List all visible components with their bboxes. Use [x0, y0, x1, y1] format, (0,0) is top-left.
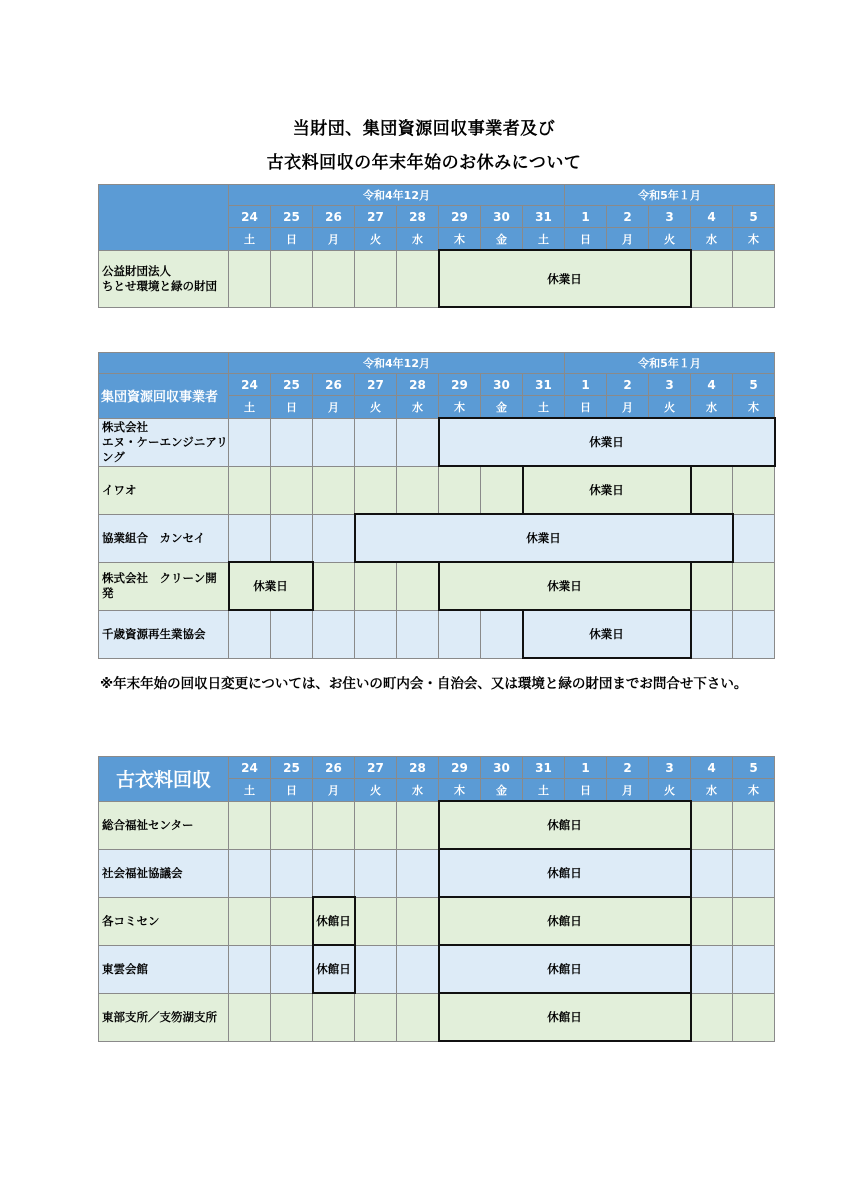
- schedule-row: [99, 250, 775, 307]
- day-cell: [733, 610, 775, 658]
- day-cell: [397, 897, 439, 945]
- day-number-row: [99, 374, 775, 396]
- day-number: 30: [481, 757, 523, 779]
- day-number-row: [99, 757, 775, 779]
- day-cell: [397, 993, 439, 1041]
- day-cell: [397, 418, 439, 466]
- weekday: 木: [733, 779, 775, 802]
- day-number: 4: [691, 757, 733, 779]
- day-number: 4: [691, 374, 733, 396]
- day-number: 3: [649, 374, 691, 396]
- day-cell: [271, 897, 313, 945]
- day-number: 2: [607, 206, 649, 228]
- weekday: 日: [271, 779, 313, 802]
- month-dec: 令和4年12月: [229, 353, 565, 374]
- day-cell: [733, 250, 775, 307]
- row-label: 千歳資源再生業協会: [99, 610, 229, 658]
- day-cell: [355, 801, 397, 849]
- row-label: 株式会社 クリーン開発: [99, 562, 229, 610]
- weekday: 土: [229, 396, 271, 419]
- day-cell: [691, 945, 733, 993]
- weekday: 水: [691, 228, 733, 251]
- day-number: 25: [271, 374, 313, 396]
- schedule-row: [99, 418, 775, 466]
- day-cell: [397, 250, 439, 307]
- day-number: 5: [733, 206, 775, 228]
- schedule-row: [99, 466, 775, 514]
- day-cell: [229, 418, 271, 466]
- day-number: 26: [313, 374, 355, 396]
- day-cell: [229, 610, 271, 658]
- weekday: 月: [607, 228, 649, 251]
- weekday: 月: [313, 779, 355, 802]
- day-cell: [691, 610, 733, 658]
- weekday: 水: [691, 779, 733, 802]
- day-cell: [691, 849, 733, 897]
- day-cell: [691, 897, 733, 945]
- row-label: 公益財団法人 ちとせ環境と緑の財団: [99, 250, 229, 307]
- weekday: 日: [271, 396, 313, 419]
- day-number: 26: [313, 757, 355, 779]
- day-number: 29: [439, 206, 481, 228]
- month-jan: 令和5年１月: [565, 185, 775, 206]
- weekday: 火: [355, 228, 397, 251]
- day-number: 4: [691, 206, 733, 228]
- row-label: 協業組合 カンセイ: [99, 514, 229, 562]
- day-cell: [397, 801, 439, 849]
- weekday: 月: [607, 396, 649, 419]
- day-cell: [439, 466, 481, 514]
- schedule-row: [99, 849, 775, 897]
- collector-holiday-table: [98, 352, 776, 659]
- closed-block: 休館日: [439, 849, 691, 897]
- month-row: [99, 185, 775, 206]
- day-number: 24: [229, 374, 271, 396]
- day-cell: [691, 562, 733, 610]
- closed-block: 休館日: [439, 801, 691, 849]
- day-cell: [691, 250, 733, 307]
- weekday: 日: [565, 396, 607, 419]
- closed-block: 休業日: [439, 562, 691, 610]
- row-label: 東雲会館: [99, 945, 229, 993]
- closed-block: 休業日: [355, 514, 733, 562]
- weekday: 火: [649, 396, 691, 419]
- day-cell: [229, 897, 271, 945]
- day-number: 24: [229, 757, 271, 779]
- day-cell: [691, 993, 733, 1041]
- weekday: 火: [649, 228, 691, 251]
- day-number: 28: [397, 374, 439, 396]
- day-number: 27: [355, 374, 397, 396]
- schedule-row: [99, 993, 775, 1041]
- day-cell: [313, 849, 355, 897]
- schedule-row: [99, 562, 775, 610]
- day-number: 1: [565, 374, 607, 396]
- weekday: 水: [397, 396, 439, 419]
- day-cell: [733, 514, 775, 562]
- table-header-label: 古衣料回収: [99, 757, 229, 802]
- day-cell: [313, 418, 355, 466]
- day-cell: [271, 514, 313, 562]
- closed-block: 休業日: [523, 466, 691, 514]
- closed-block: 休館日: [439, 945, 691, 993]
- weekday: 月: [313, 396, 355, 419]
- day-number: 30: [481, 374, 523, 396]
- schedule-row: [99, 801, 775, 849]
- closed-block: 休業日: [229, 562, 313, 610]
- weekday: 木: [439, 228, 481, 251]
- month-dec: 令和4年12月: [229, 185, 565, 206]
- day-cell: [733, 562, 775, 610]
- month-row: [99, 353, 775, 374]
- day-cell: [271, 801, 313, 849]
- day-cell: [229, 514, 271, 562]
- row-label: 株式会社 エヌ・ケーエンジニアリング: [99, 418, 229, 466]
- page-title-line1: 当財団、集団資源回収事業者及び: [292, 119, 556, 139]
- day-cell: [355, 418, 397, 466]
- day-cell: [355, 562, 397, 610]
- day-cell: [733, 801, 775, 849]
- day-number: 31: [523, 374, 565, 396]
- day-cell: [271, 418, 313, 466]
- closed-block: 休業日: [523, 610, 691, 658]
- day-number: 28: [397, 206, 439, 228]
- weekday: 木: [733, 228, 775, 251]
- weekday: 火: [355, 779, 397, 802]
- day-number: 2: [607, 757, 649, 779]
- page-title-line2: 古衣料回収の年末年始のお休みについて: [266, 153, 582, 173]
- day-cell: [481, 610, 523, 658]
- day-cell: [355, 250, 397, 307]
- day-cell: [229, 250, 271, 307]
- weekday: 土: [523, 779, 565, 802]
- row-label: 各コミセン: [99, 897, 229, 945]
- day-number: 5: [733, 374, 775, 396]
- day-number: 29: [439, 374, 481, 396]
- schedule-row: [99, 514, 775, 562]
- day-cell: [271, 610, 313, 658]
- weekday: 日: [271, 228, 313, 251]
- day-cell: [229, 849, 271, 897]
- table-header-label: 集団資源回収事業者: [99, 374, 229, 419]
- day-cell: [397, 562, 439, 610]
- day-cell: [229, 993, 271, 1041]
- day-cell: [439, 610, 481, 658]
- day-number: 3: [649, 757, 691, 779]
- day-cell: [313, 610, 355, 658]
- day-cell: [355, 610, 397, 658]
- header-corner: [99, 185, 229, 251]
- day-cell: [313, 250, 355, 307]
- day-cell: [229, 466, 271, 514]
- day-cell: [313, 562, 355, 610]
- weekday: 土: [229, 228, 271, 251]
- weekday: 木: [439, 396, 481, 419]
- closed-block: 休業日: [439, 250, 691, 307]
- clothing-collection-holiday-table: [98, 756, 775, 1042]
- day-cell: [397, 610, 439, 658]
- day-cell: [355, 993, 397, 1041]
- day-cell: [691, 466, 733, 514]
- foundation-holiday-table: [98, 184, 775, 308]
- row-label: 東部支所／支笏湖支所: [99, 993, 229, 1041]
- closed-block: 休業日: [439, 418, 775, 466]
- day-number: 31: [523, 206, 565, 228]
- weekday: 日: [565, 228, 607, 251]
- weekday: 木: [733, 396, 775, 419]
- schedule-row: [99, 945, 775, 993]
- day-number: 5: [733, 757, 775, 779]
- weekday: 日: [565, 779, 607, 802]
- day-cell: [355, 466, 397, 514]
- day-number: 30: [481, 206, 523, 228]
- day-cell: [313, 466, 355, 514]
- day-number: 25: [271, 757, 313, 779]
- schedule-row: [99, 610, 775, 658]
- day-number: 27: [355, 206, 397, 228]
- day-number: 24: [229, 206, 271, 228]
- weekday: 木: [439, 779, 481, 802]
- contact-note: ※年末年始の回収日変更については、お住いの町内会・自治会、又は環境と緑の財団までお問合せ下さい。: [100, 676, 748, 692]
- day-cell: [733, 466, 775, 514]
- day-cell: [733, 993, 775, 1041]
- day-cell: [271, 849, 313, 897]
- day-cell: [481, 466, 523, 514]
- month-jan: 令和5年１月: [565, 353, 775, 374]
- weekday: 火: [355, 396, 397, 419]
- weekday: 火: [649, 779, 691, 802]
- day-number: 2: [607, 374, 649, 396]
- weekday: 金: [481, 228, 523, 251]
- day-number: 1: [565, 206, 607, 228]
- day-cell: [313, 801, 355, 849]
- day-cell: [271, 993, 313, 1041]
- weekday: 土: [523, 396, 565, 419]
- day-cell: [355, 849, 397, 897]
- day-cell: [733, 849, 775, 897]
- day-number: 26: [313, 206, 355, 228]
- weekday: 月: [313, 228, 355, 251]
- day-cell: [397, 849, 439, 897]
- day-number: 1: [565, 757, 607, 779]
- day-cell: [397, 466, 439, 514]
- day-number: 3: [649, 206, 691, 228]
- row-label: イワオ: [99, 466, 229, 514]
- day-number: 25: [271, 206, 313, 228]
- day-cell: [691, 801, 733, 849]
- weekday: 水: [691, 396, 733, 419]
- day-number: 28: [397, 757, 439, 779]
- closed-block: 休館日: [439, 993, 691, 1041]
- weekday: 土: [523, 228, 565, 251]
- day-cell: [313, 514, 355, 562]
- schedule-row: [99, 897, 775, 945]
- day-cell: [397, 945, 439, 993]
- header-corner: [99, 353, 229, 374]
- day-cell: [355, 897, 397, 945]
- day-cell: [313, 993, 355, 1041]
- weekday: 土: [229, 779, 271, 802]
- weekday: 月: [607, 779, 649, 802]
- day-cell: [271, 250, 313, 307]
- weekday: 水: [397, 228, 439, 251]
- closed-block: 休館日: [439, 897, 691, 945]
- row-label: 社会福祉協議会: [99, 849, 229, 897]
- day-number: 27: [355, 757, 397, 779]
- day-cell: [229, 945, 271, 993]
- day-number: 31: [523, 757, 565, 779]
- closed-block: 休館日: [313, 945, 355, 993]
- day-cell: [229, 801, 271, 849]
- weekday: 金: [481, 396, 523, 419]
- closed-block: 休館日: [313, 897, 355, 945]
- day-cell: [733, 945, 775, 993]
- weekday: 金: [481, 779, 523, 802]
- day-cell: [355, 945, 397, 993]
- day-cell: [271, 466, 313, 514]
- row-label: 総合福祉センター: [99, 801, 229, 849]
- day-cell: [271, 945, 313, 993]
- weekday: 水: [397, 779, 439, 802]
- day-cell: [733, 897, 775, 945]
- day-number: 29: [439, 757, 481, 779]
